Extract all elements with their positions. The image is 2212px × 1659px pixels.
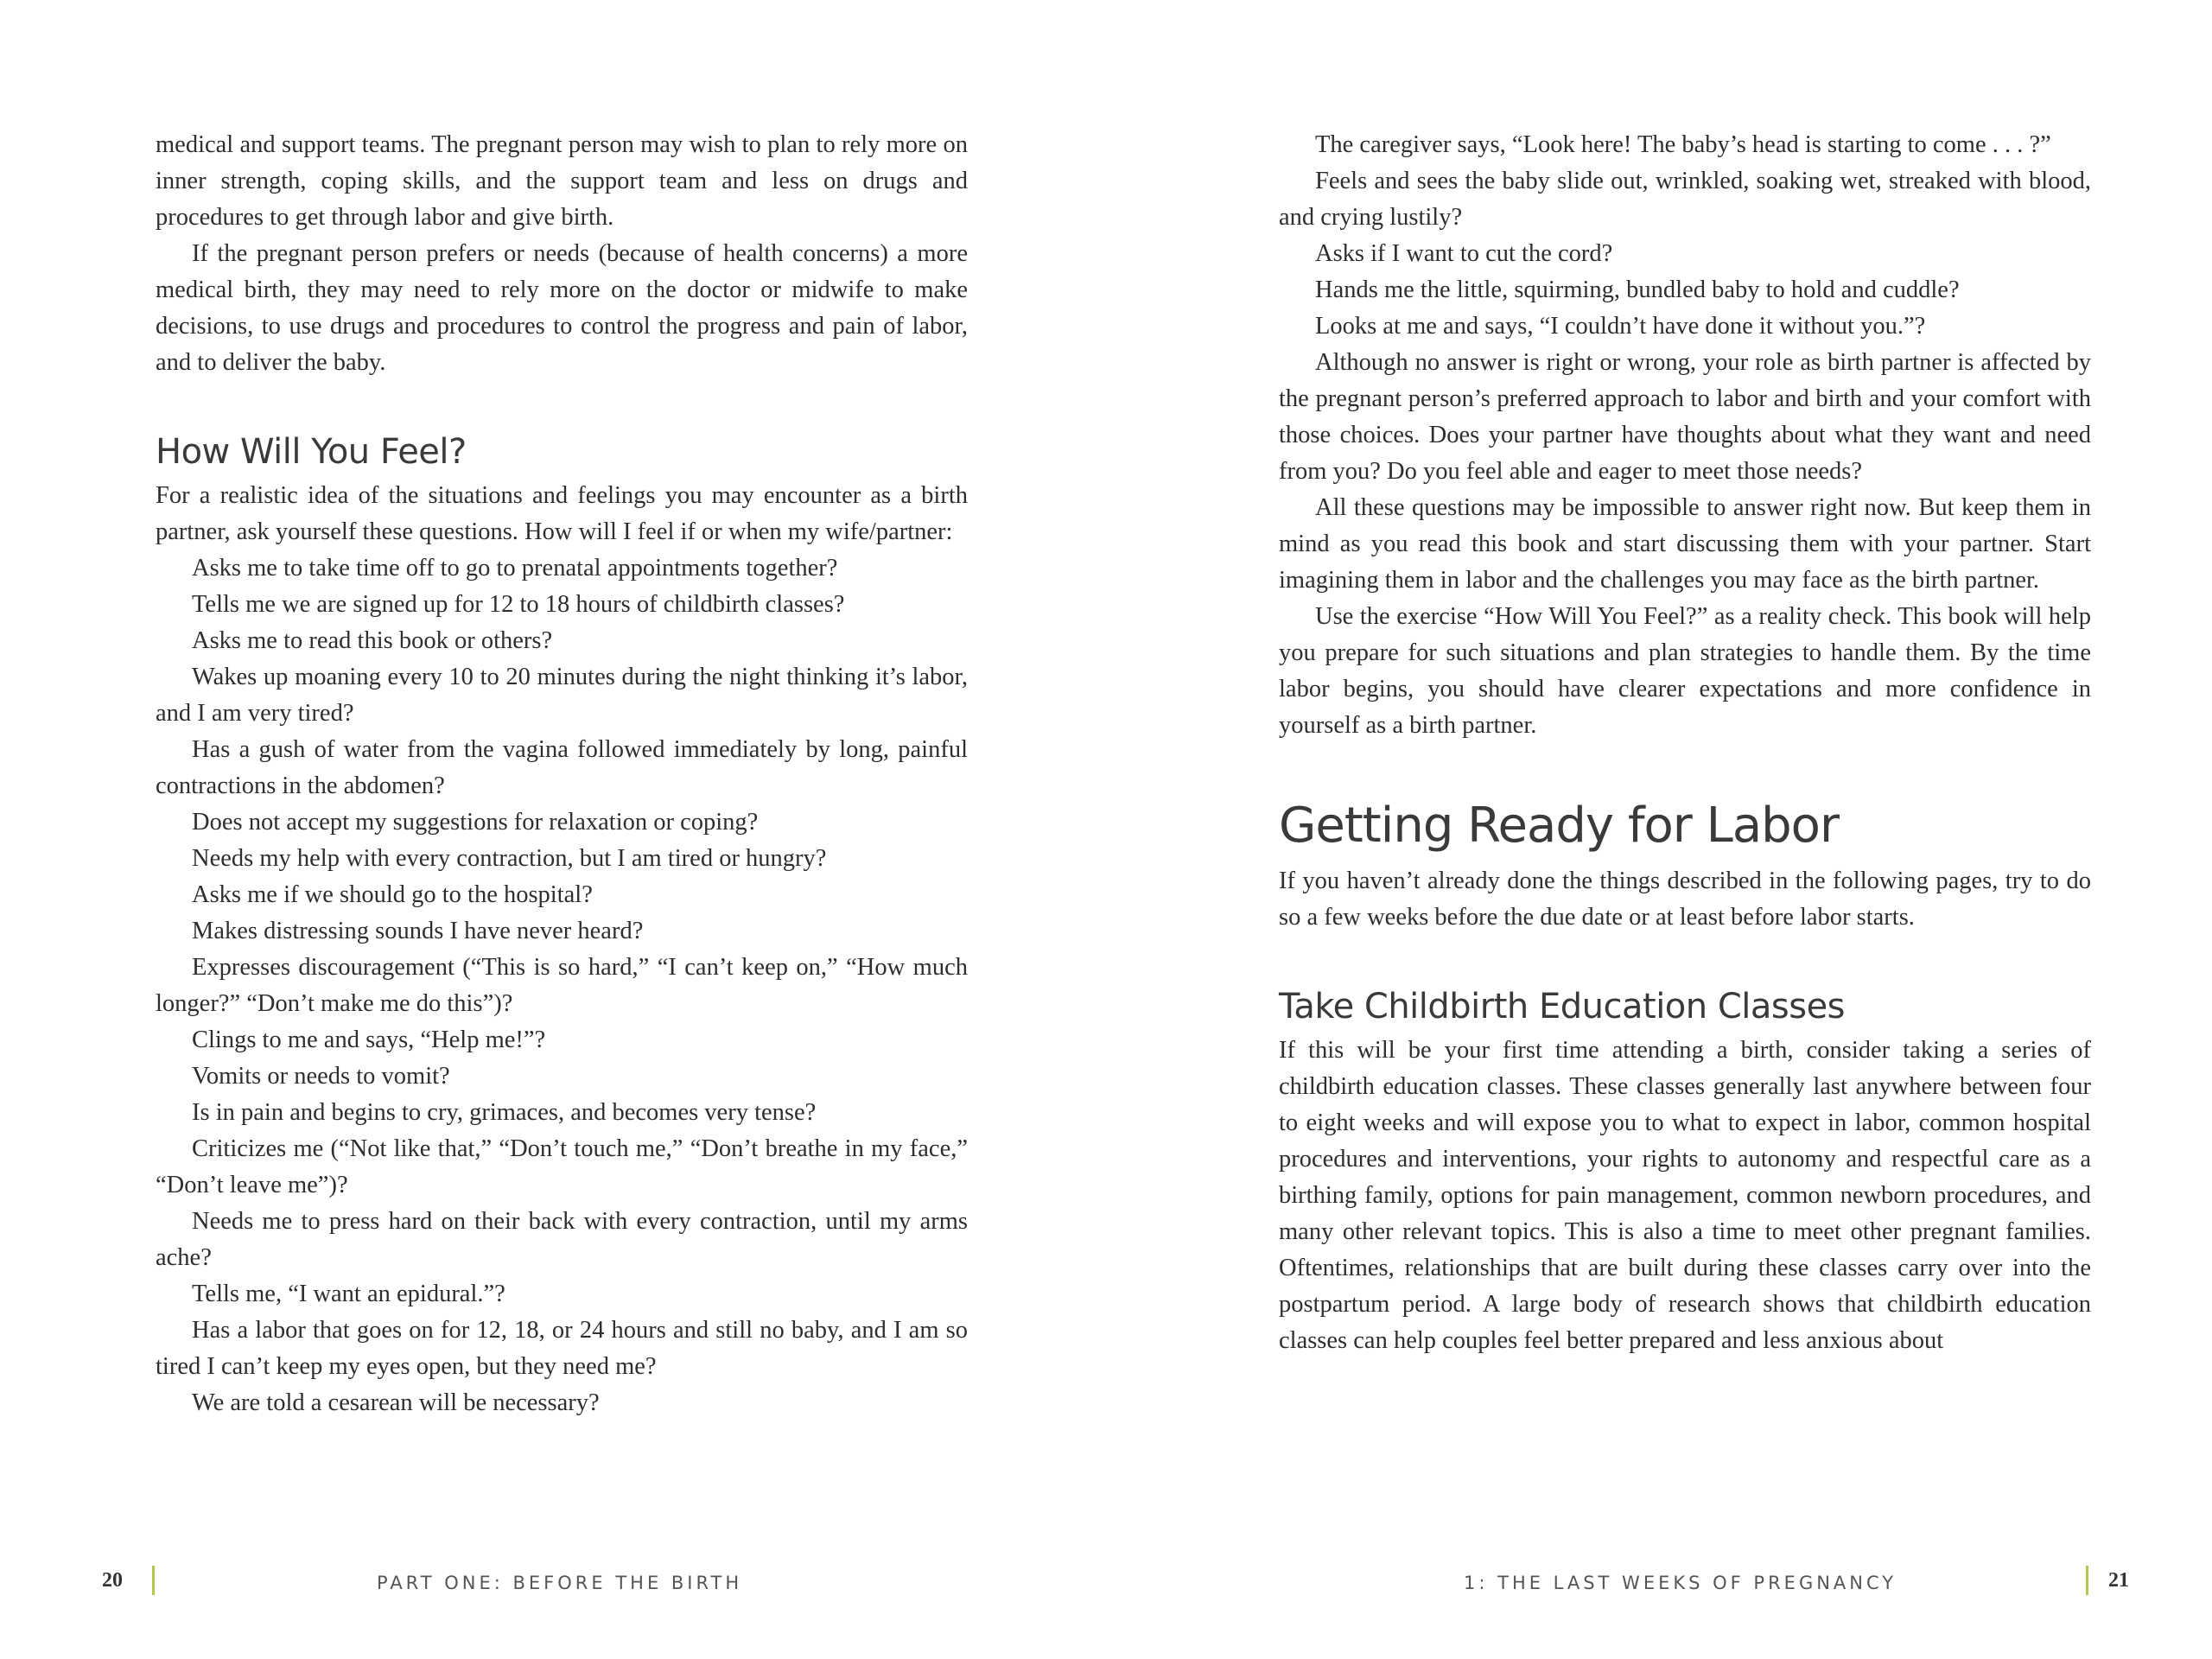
question-item: Does not accept my suggestions for relaxation or coping?: [192, 809, 759, 836]
paragraph: Use the exercise “How Will You Feel?” as a reality check. This book will help you prepare for such situations and plan strategies to handle them. By the time labor begins, you should have clearer expectations and more confidence in yourself as a birth partner.: [1279, 603, 2091, 739]
question-item: Asks me to take time off to go to prenatal appointments together?: [192, 555, 838, 582]
question-item: Feels and sees the baby slide out, wrinkled, soaking wet, streaked with blood, and crying lustily?: [1279, 168, 2091, 231]
question-item: Criticizes me (“Not like that,” “Don’t touch me,” “Don’t breathe in my face,” “Don’t leave me”)?: [156, 1135, 968, 1198]
footer-accent-bar-right: [2086, 1566, 2088, 1595]
right-page-body: [1279, 127, 2091, 1359]
question-item: Has a gush of water from the vagina followed immediately by long, painful contractions in the abdomen?: [156, 736, 968, 799]
page-number-left: 20: [102, 1569, 123, 1592]
left-page-body: [156, 127, 968, 1421]
question-item: The caregiver says, “Look here! The baby’s head is starting to come . . . ?”: [1315, 131, 2051, 158]
question-item: We are told a cesarean will be necessary?: [192, 1389, 600, 1416]
paragraph: All these questions may be impossible to answer right now. But keep them in mind as you read this book and start discussing them with your partner. Start imagining them in labor and the challenges you may face as the birth partner.: [1279, 494, 2091, 594]
section-title: Getting Ready for Labor: [1279, 798, 1839, 854]
question-item: Vomits or needs to vomit?: [192, 1063, 450, 1090]
question-item: Has a labor that goes on for 12, 18, or 24 hours and still no baby, and I am so tired I can’t keep my eyes open, but they need me?: [156, 1317, 968, 1380]
paragraph: If this will be your first time attending a birth, consider taking a series of childbirth education classes. These classes generally last anywhere between four to eight weeks and will expose you to what to expect in labor, common hospital procedures and interventions, your rights to autonomy and respectful care as a birthing family, options for pain management, common newborn procedures, and many other relevant topics. This is also a time to meet other pregnant families. Oftentimes, relationships that are built during these classes carry over into the postpartum period. A large body of research shows that childbirth education classes can help couples feel better prepared and less anxious about: [1279, 1037, 2091, 1354]
question-item: Needs my help with every contraction, but I am tired or hungry?: [192, 845, 827, 872]
paragraph: If the pregnant person prefers or needs (because of health concerns) a more medical birth, they may need to rely more on the doctor or midwife to make decisions, to use drugs and procedures to control the progress and pain of labor, and to deliver the baby.: [156, 240, 968, 376]
page-number-right: 21: [2108, 1569, 2129, 1592]
question-item: Needs me to press hard on their back with every contraction, until my arms ache?: [156, 1208, 968, 1271]
question-item: Asks me to read this book or others?: [192, 627, 553, 654]
question-item: Clings to me and says, “Help me!”?: [192, 1027, 546, 1053]
paragraph: Although no answer is right or wrong, your role as birth partner is affected by the pregnant person’s preferred approach to labor and birth and your comfort with those choices. Does your partner have thoughts about what they want and need from you? Do you feel able and eager to meet those needs?: [1279, 349, 2091, 485]
question-item: Asks if I want to cut the cord?: [1315, 240, 1613, 267]
paragraph: medical and support teams. The pregnant person may wish to plan to rely more on inner strength, coping skills, and the support team and less on drugs and procedures to get through labor and give birth.: [156, 131, 968, 231]
paragraph: For a realistic idea of the situations and feelings you may encounter as a birth partner, ask yourself these questions. How will I feel if or when my wife/partner:: [156, 482, 968, 545]
question-item: Expresses discouragement (“This is so hard,” “I can’t keep on,” “How much longer?” “Don’t make me do this”)?: [156, 954, 968, 1017]
question-item: Asks me if we should go to the hospital?: [192, 881, 593, 908]
question-item: Makes distressing sounds I have never heard?: [192, 918, 644, 944]
running-head-right: 1: THE LAST WEEKS OF PREGNANCY: [1464, 1573, 1897, 1593]
running-head-left: PART ONE: BEFORE THE BIRTH: [377, 1573, 743, 1593]
paragraph: If you haven’t already done the things described in the following pages, try to do so a few weeks before the due date or at least before labor starts.: [1279, 868, 2091, 931]
footer-accent-bar-left: [152, 1566, 155, 1595]
question-item: Looks at me and says, “I couldn’t have done it without you.”?: [1315, 313, 1926, 340]
question-item: Tells me, “I want an epidural.”?: [192, 1281, 505, 1307]
question-item: Wakes up moaning every 10 to 20 minutes during the night thinking it’s labor, and I am very tired?: [156, 664, 968, 727]
question-item: Is in pain and begins to cry, grimaces, and becomes very tense?: [192, 1099, 817, 1126]
subsection-heading: Take Childbirth Education Classes: [1279, 987, 1846, 1027]
question-item: Tells me we are signed up for 12 to 18 hours of childbirth classes?: [192, 591, 845, 618]
section-heading: How Will You Feel?: [156, 432, 467, 472]
question-item: Hands me the little, squirming, bundled baby to hold and cuddle?: [1315, 276, 1960, 303]
